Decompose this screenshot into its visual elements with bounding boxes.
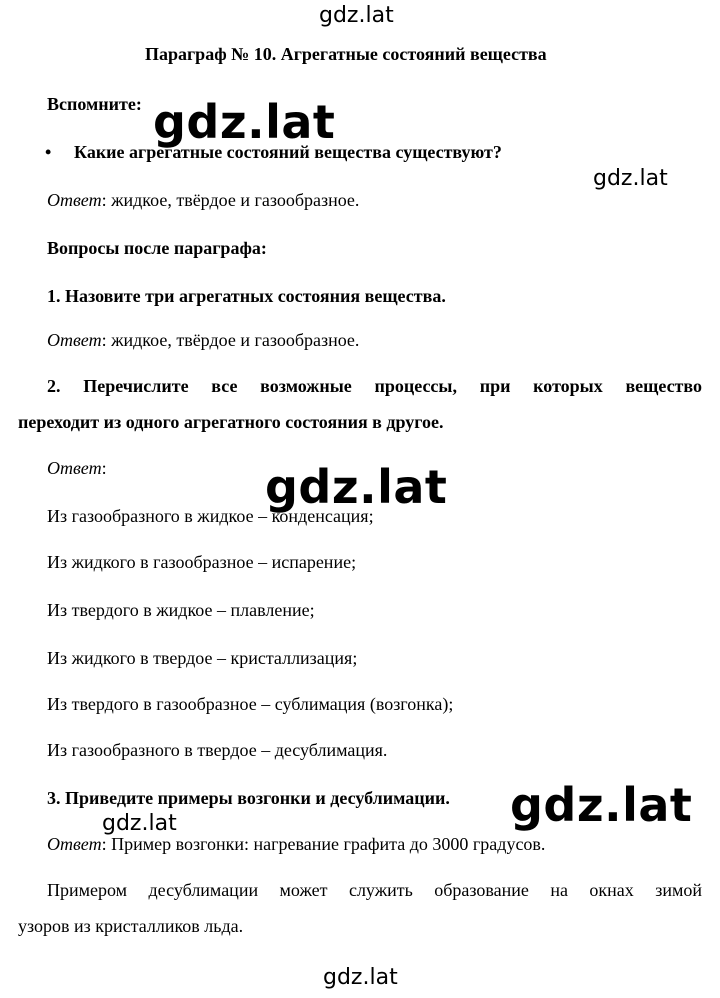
question-2-line-1: 2. Перечислите все возможные процессы, при которых вещество bbox=[47, 376, 702, 396]
transition-item: Из твердого в газообразное – сублимация (возгонка); bbox=[47, 694, 454, 714]
answer-label: Ответ bbox=[47, 834, 102, 854]
watermark-big-bottom: gdz.lat bbox=[510, 778, 693, 832]
answer-text: : bbox=[101, 458, 107, 478]
question-3-paragraph-line-2: узоров из кристалликов льда. bbox=[18, 916, 244, 936]
question-3: 3. Приведите примеры возгонки и десублимации. bbox=[47, 788, 450, 808]
question-1-answer bbox=[47, 330, 359, 351]
remember-answer bbox=[47, 190, 359, 211]
answer-label: Ответ bbox=[47, 458, 102, 478]
question-2-line-2: переходит из одного агрегатного состояния в другое. bbox=[18, 412, 444, 432]
bullet-question: Какие агрегатные состояний вещества существуют? bbox=[74, 142, 502, 162]
answer-label: Ответ bbox=[47, 190, 102, 210]
question-3-answer bbox=[47, 834, 545, 855]
transition-item: Из газообразного в жидкое – конденсация; bbox=[47, 506, 374, 526]
answer-text: : Пример возгонки: нагревание графита до 3000 градусов. bbox=[101, 834, 546, 854]
transition-item: Из жидкого в газообразное – испарение; bbox=[47, 552, 357, 572]
watermark-left-bottom: gdz.lat bbox=[102, 811, 177, 836]
question-2-answer bbox=[47, 458, 107, 479]
transition-item: Из твердого в жидкое – плавление; bbox=[47, 600, 315, 620]
page-title: Параграф № 10. Агрегатные состояний вещества bbox=[145, 44, 547, 64]
questions-heading: Вопросы после параграфа: bbox=[47, 238, 267, 258]
watermark-top: gdz.lat bbox=[319, 3, 394, 28]
watermark-right-mid: gdz.lat bbox=[593, 166, 668, 191]
bullet-icon: • bbox=[45, 142, 52, 162]
question-3-paragraph-line-1: Примером десублимации может служить образование на окнах зимой bbox=[47, 880, 702, 900]
answer-label: Ответ bbox=[47, 330, 102, 350]
answer-text: : жидкое, твёрдое и газообразное. bbox=[101, 330, 360, 350]
transition-item: Из жидкого в твердое – кристаллизация; bbox=[47, 648, 358, 668]
answer-text: : жидкое, твёрдое и газообразное. bbox=[101, 190, 360, 210]
remember-heading: Вспомните: bbox=[47, 94, 142, 114]
watermark-footer: gdz.lat bbox=[323, 965, 398, 990]
watermark-big-top: gdz.lat bbox=[153, 95, 336, 149]
watermark-center: gdz.lat bbox=[265, 460, 448, 514]
question-1: 1. Назовите три агрегатных состояния вещества. bbox=[47, 286, 446, 306]
transition-item: Из газообразного в твердое – десублимация. bbox=[47, 740, 388, 760]
